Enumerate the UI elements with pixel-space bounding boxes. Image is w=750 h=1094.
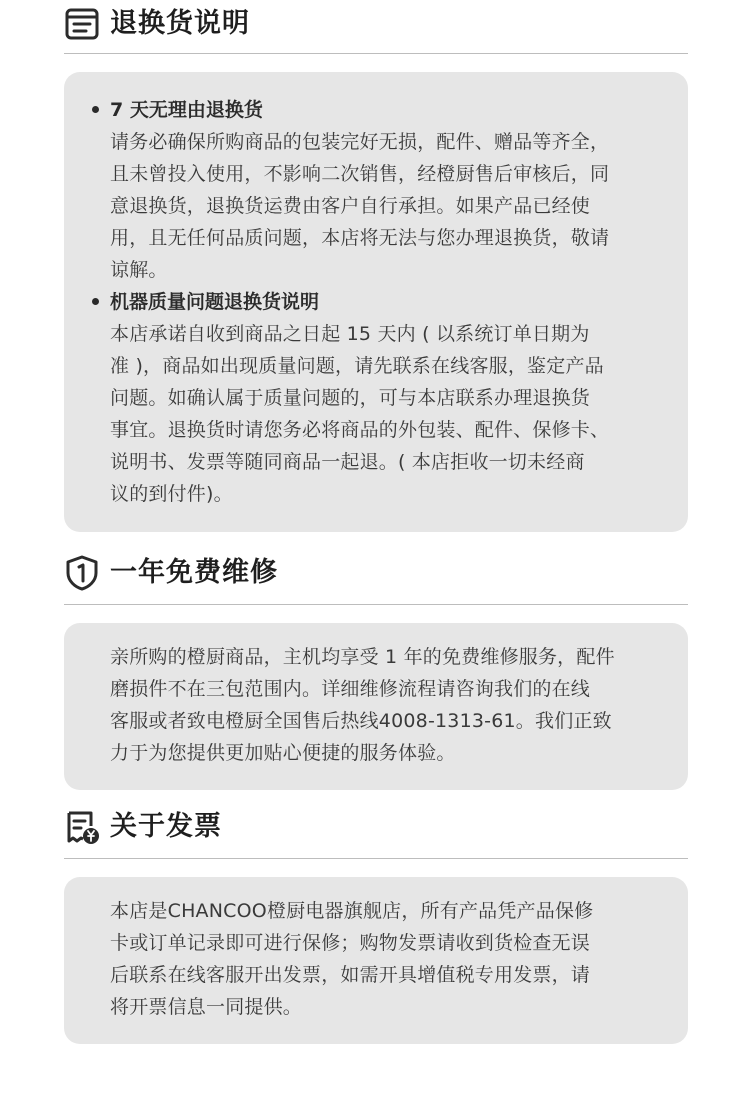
returns-item-heading: 机器质量问题退换货说明 [92, 286, 652, 318]
text-line: 客服或者致电橙厨全国售后热线4008-1313-61。我们正致 [110, 710, 612, 732]
document-list-icon [64, 6, 100, 42]
text-line: 本店承诺自收到商品之日起 15 天内 ( 以系统订单日期为 [110, 323, 590, 345]
warranty-divider [64, 604, 688, 605]
returns-divider [64, 53, 688, 54]
returns-section-header [64, 2, 688, 46]
text-line: 请务必确保所购商品的包装完好无损，配件、赠品等齐全， [110, 131, 610, 153]
text-line: 准 )，商品如出现质量问题，请先联系在线客服，鉴定产品 [110, 355, 604, 377]
bullet-icon [92, 106, 99, 113]
text-line: 亲所购的橙厨商品，主机均享受 1 年的免费维修服务，配件 [110, 646, 615, 668]
text-line: 问题。如确认属于质量问题的，可与本店联系办理退换货 [110, 387, 591, 409]
text-line: 力于为您提供更加贴心便捷的服务体验。 [110, 742, 456, 764]
text-line: 磨损件不在三包范围内。详细维修流程请咨询我们的在线 [110, 678, 591, 700]
text-line: 后联系在线客服开出发票，如需开具增值税专用发票，请 [110, 964, 591, 986]
invoice-title: 关于发票 [110, 811, 222, 842]
text-line: 且未曾投入使用，不影响二次销售，经橙厨售后审核后，同 [110, 163, 610, 185]
text-line: 谅解。 [110, 259, 168, 281]
returns-item-seven-day [92, 94, 652, 286]
text-line: 本店是CHANCOO橙厨电器旗舰店，所有产品凭产品保修 [110, 900, 594, 922]
text-line: 议的到付件)。 [110, 483, 233, 505]
text-line: 将开票信息一同提供。 [110, 996, 303, 1018]
text-line: 卡或订单记录即可进行保修；购物发票请收到货检查无误 [110, 932, 591, 954]
text-line: 意退换货，退换货运费由客户自行承担。如果产品已经使 [110, 195, 591, 217]
invoice-card [64, 877, 688, 1044]
warranty-text [110, 641, 650, 769]
warranty-title: 一年免费维修 [110, 557, 278, 588]
text-line: 说明书、发票等随同商品一起退。( 本店拒收一切未经商 [110, 451, 585, 473]
shield-one-icon [64, 555, 100, 591]
returns-card [64, 72, 688, 532]
returns-item-quality [92, 286, 652, 510]
warranty-section-header [64, 551, 688, 595]
text-line: 事宜。退换货时请您务必将商品的外包装、配件、保修卡、 [110, 419, 610, 441]
text-line: 用，且无任何品质问题，本店将无法与您办理退换货，敬请 [110, 227, 610, 249]
receipt-yen-icon [64, 809, 100, 845]
invoice-divider [64, 858, 688, 859]
invoice-section-header [64, 805, 688, 849]
bullet-icon [92, 298, 99, 305]
returns-title: 退换货说明 [110, 8, 250, 39]
warranty-card [64, 623, 688, 790]
returns-item-heading: 7 天无理由退换货 [92, 94, 652, 126]
invoice-text [110, 895, 650, 1023]
